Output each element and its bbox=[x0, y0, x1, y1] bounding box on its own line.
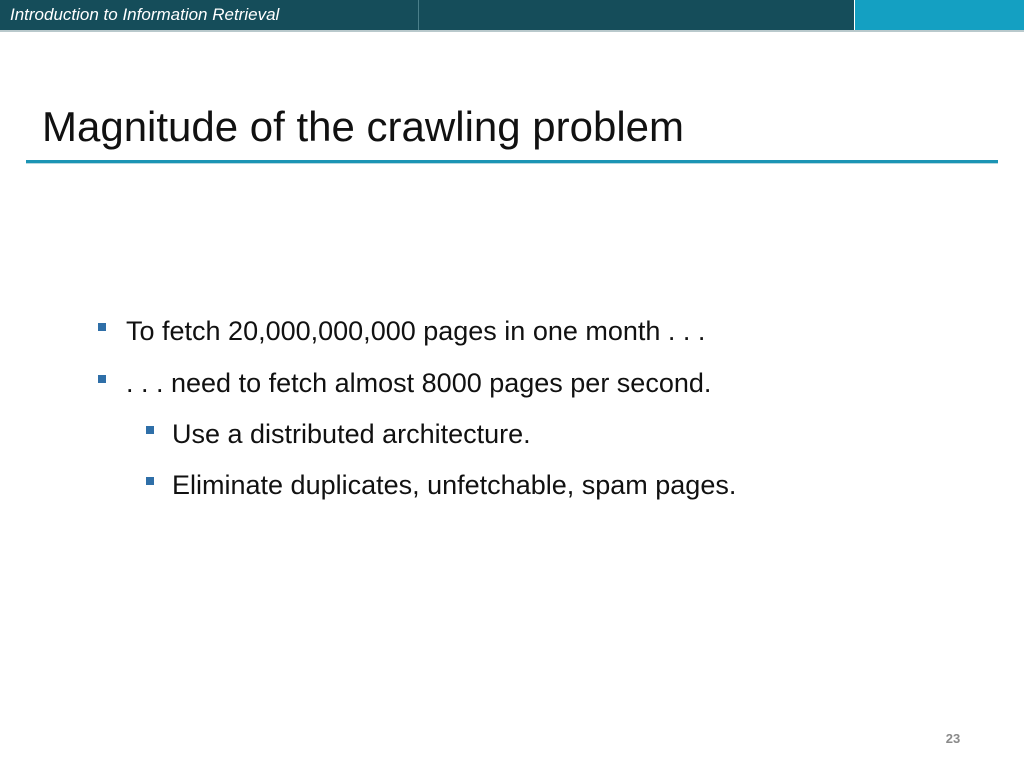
page-number: 23 bbox=[945, 731, 961, 746]
square-bullet-icon bbox=[98, 375, 106, 383]
bullet-text: To fetch 20,000,000,000 pages in one month . . . bbox=[126, 316, 706, 346]
sub-bullet-text: Use a distributed architecture. bbox=[172, 419, 531, 449]
bullet-text: . . . need to fetch almost 8000 pages per second. bbox=[126, 368, 712, 398]
sub-bullet-item bbox=[146, 417, 531, 451]
course-title: Introduction to Information Retrieval bbox=[10, 5, 280, 24]
slide-title: Magnitude of the crawling problem bbox=[42, 103, 685, 150]
square-bullet-icon bbox=[146, 426, 154, 434]
sub-bullet-item bbox=[146, 468, 736, 502]
bullet-item bbox=[98, 314, 705, 348]
bullet-item bbox=[98, 366, 711, 400]
square-bullet-icon bbox=[98, 323, 106, 331]
sub-bullet-text: Eliminate duplicates, unfetchable, spam pages. bbox=[172, 470, 737, 500]
square-bullet-icon bbox=[146, 477, 154, 485]
